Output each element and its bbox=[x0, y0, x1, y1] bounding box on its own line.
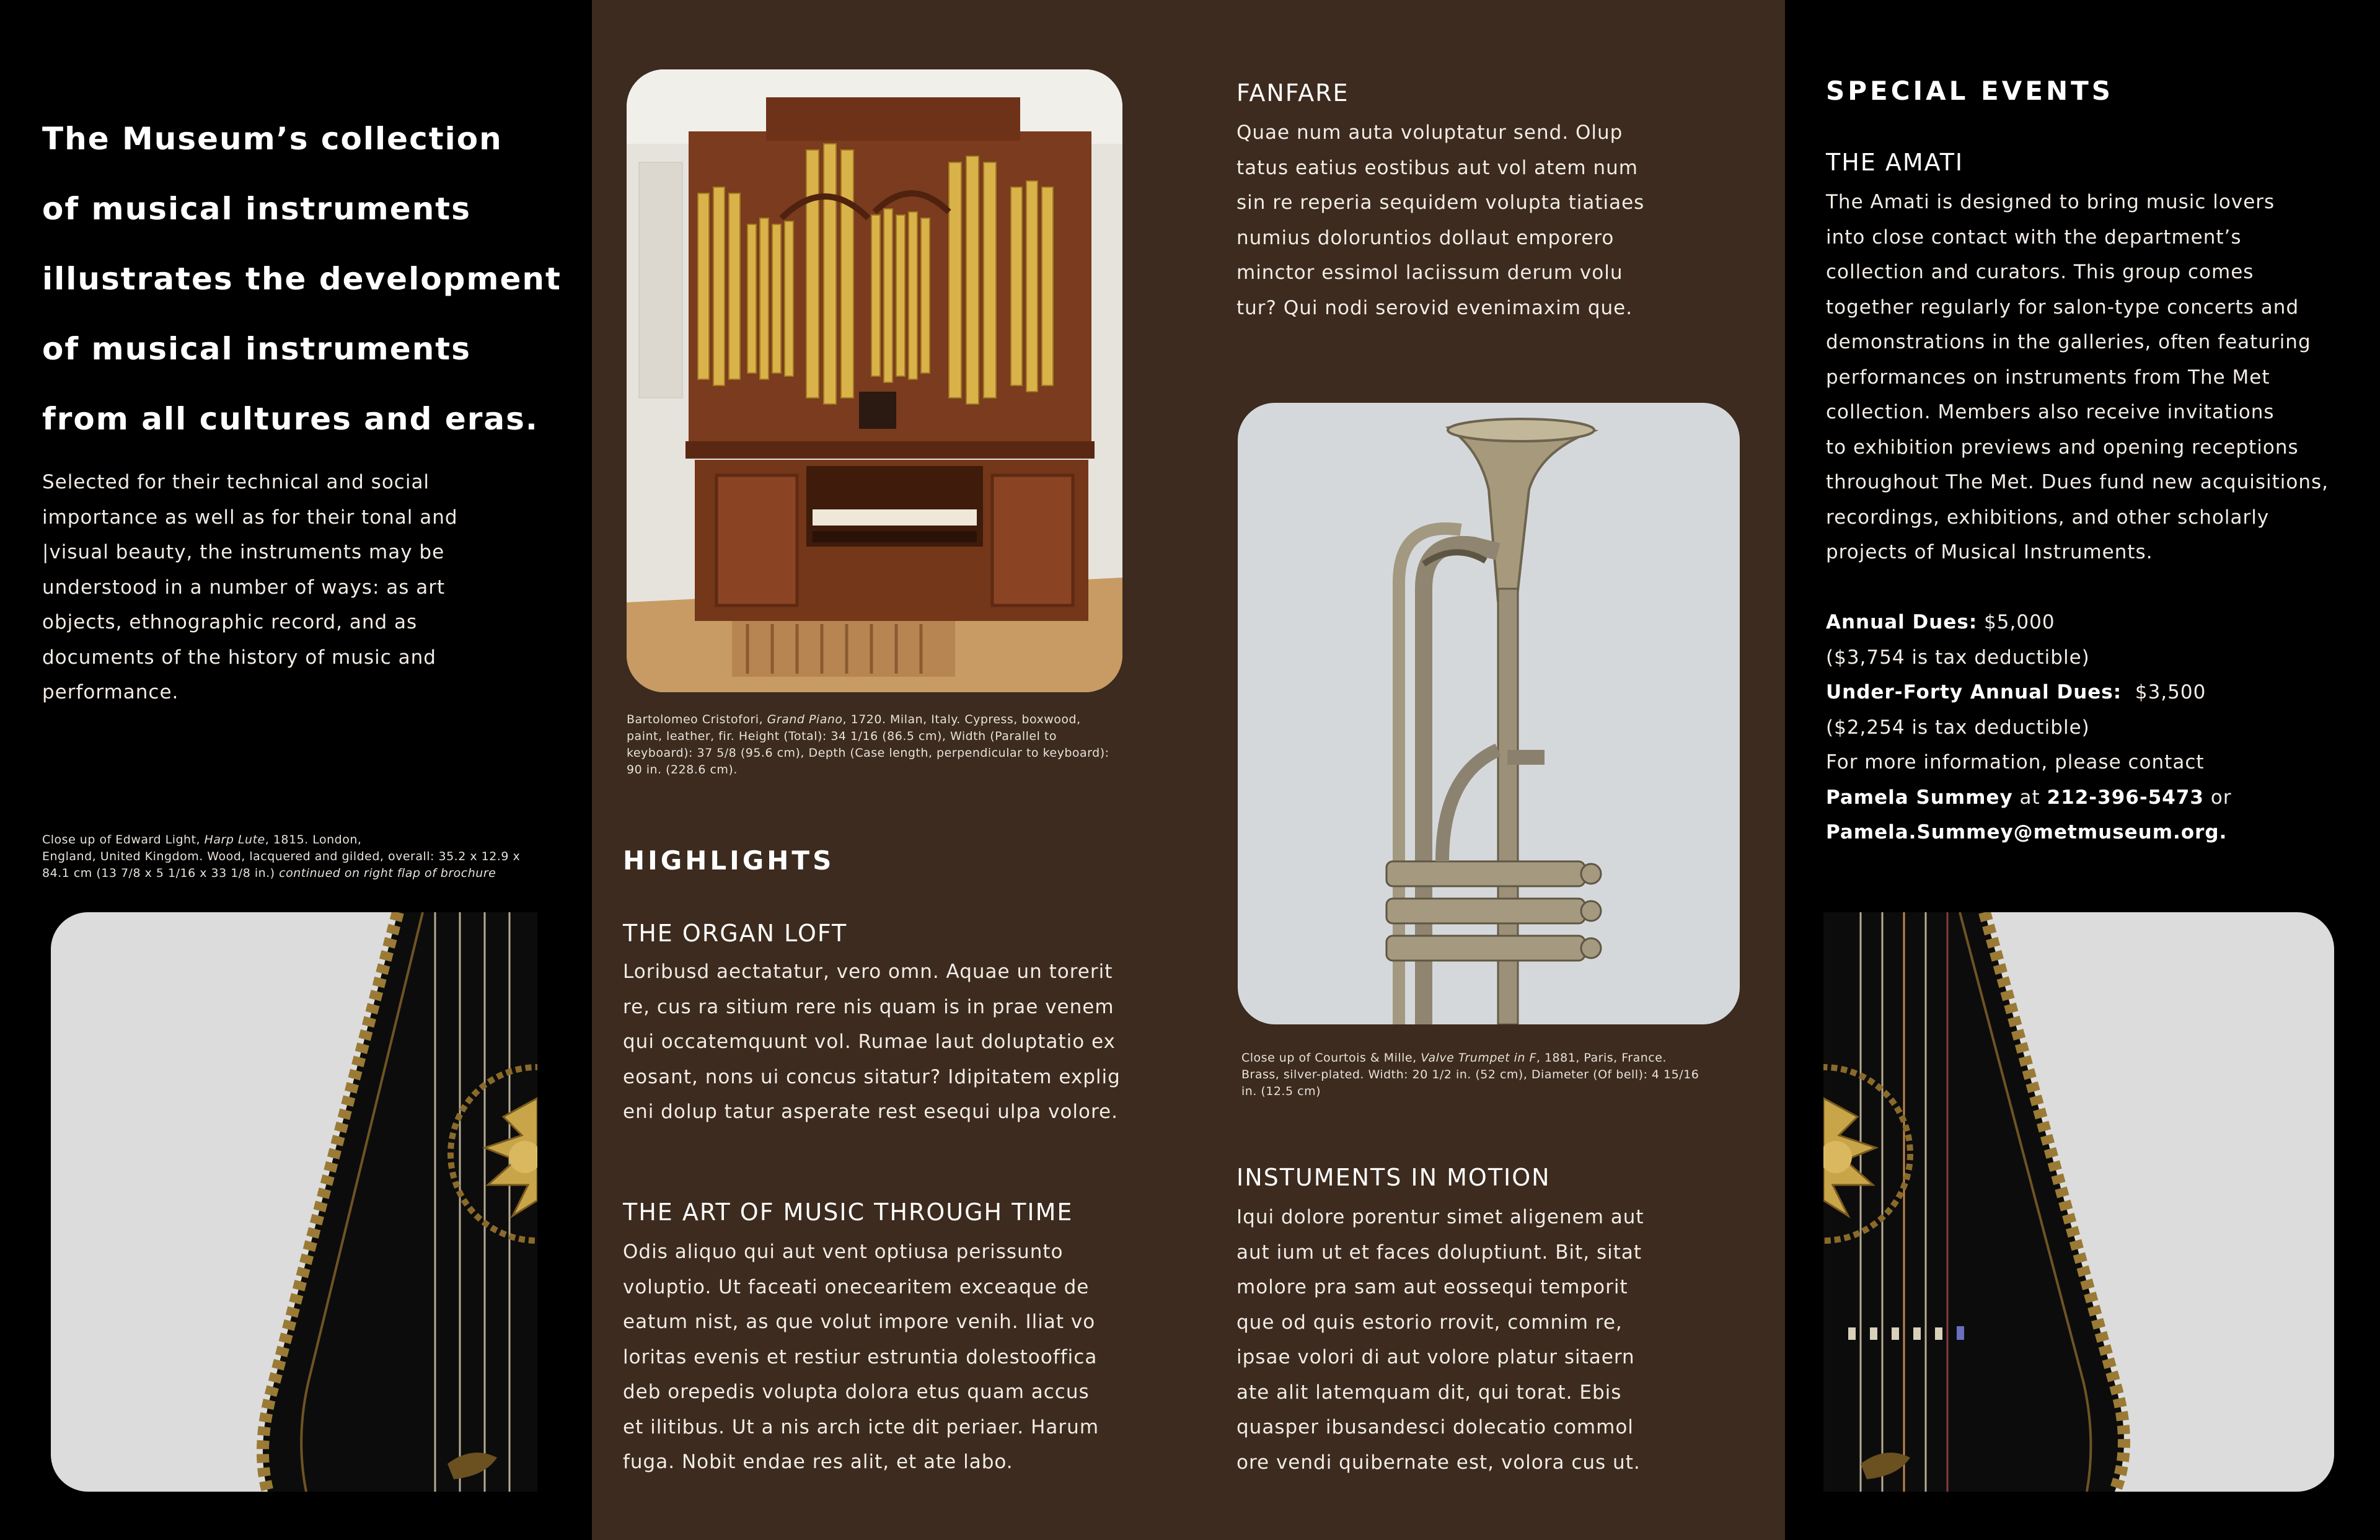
text-line: numius doloruntios dollaut emporero bbox=[1236, 226, 1615, 249]
text-line: collection and curators. This group comes bbox=[1826, 261, 2254, 283]
text-line: to exhibition previews and opening receptions bbox=[1826, 436, 2299, 459]
trumpet-illustration bbox=[1238, 403, 1740, 1024]
text-line: voluptio. Ut faceati onecearitem exceaque de bbox=[623, 1275, 1090, 1298]
organ-loft-text bbox=[623, 954, 1168, 1130]
text-line: deb orepedis volupta dolora etus quam accus bbox=[623, 1381, 1090, 1403]
text-line: together regularly for salon-type concerts and bbox=[1826, 296, 2299, 319]
intro-line: Selected for their technical and social bbox=[42, 471, 430, 493]
text-line: eosant, nons ui concus sitatur? Idipitatem explig bbox=[623, 1065, 1121, 1088]
caption-text: 84.1 cm (13 7/8 x 5 1/16 x 33 1/8 in.) bbox=[42, 866, 280, 880]
text-line: recordings, exhibitions, and other scholarly bbox=[1826, 506, 2270, 529]
text-line: tatus eatius eostibus aut vol atem num bbox=[1236, 156, 1638, 179]
caption-text: England, United Kingdom. Wood, lacquered and gilded, overall: 35.2 x 12.9 x bbox=[42, 850, 521, 863]
trumpet-caption bbox=[1241, 1050, 1768, 1100]
text-line: projects of Musical Instruments. bbox=[1826, 541, 2153, 563]
text-line: re, cus ra sitium rere nis quam is in prae venem bbox=[623, 995, 1114, 1018]
art-of-music-heading: THE ART OF MUSIC THROUGH TIME bbox=[623, 1199, 1073, 1226]
intro-line: performance. bbox=[42, 681, 179, 703]
harp-lute-illustration bbox=[1823, 912, 2334, 1492]
under-forty-value: $3,500 bbox=[2122, 681, 2206, 703]
text-line: fuga. Nobit endae res alit, et ate labo. bbox=[623, 1451, 1013, 1473]
headline-line: of musical instruments bbox=[42, 191, 471, 227]
caption-title: Valve Trumpet in F bbox=[1421, 1051, 1536, 1065]
text-line: ate alit latemquam dit, qui torat. Ebis bbox=[1236, 1381, 1622, 1404]
spacer bbox=[1826, 570, 2378, 605]
text-line: quasper ibusandesci dolecatio commol bbox=[1236, 1416, 1634, 1438]
text-line: loritas evenis et restiur estruntia dolestooffica bbox=[623, 1345, 1098, 1368]
annual-dues bbox=[1826, 605, 2378, 640]
under-forty-tax: ($2,254 is tax deductible) bbox=[1826, 716, 2090, 739]
caption-text: paint, leather, fir. Height (Total): 34 1/16 (86.5 cm), Width (Parallel to bbox=[627, 729, 1057, 743]
caption-text: Bartolomeo Cristofori, bbox=[627, 713, 767, 726]
intro-line: objects, ethnographic record, and as bbox=[42, 611, 418, 633]
caption-text: , 1815. London, bbox=[265, 833, 362, 847]
highlights-heading: HIGHLIGHTS bbox=[623, 845, 835, 876]
caption-text: Close up of Courtois & Mille, bbox=[1241, 1051, 1421, 1065]
text-line: Quae num auta voluptatur send. Olup bbox=[1236, 121, 1623, 144]
caption-text: keyboard): 37 5/8 (95.6 cm), Depth (Case length, perpendicular to keyboard): bbox=[627, 746, 1109, 760]
contact-or: or bbox=[2204, 786, 2232, 809]
contact-name: Pamela Summey bbox=[1826, 786, 2013, 809]
text-line: et ilitibus. Ut a nis arch icte dit periaer. Harum bbox=[623, 1415, 1100, 1438]
annual-dues-value: $5,000 bbox=[1977, 611, 2055, 633]
text-line: molore pra sam aut eossequi temporit bbox=[1236, 1276, 1628, 1298]
text-line: Odis aliquo qui aut vent optiusa perissunto bbox=[623, 1241, 1064, 1263]
in-motion-text bbox=[1236, 1200, 1770, 1480]
under-forty-label: Under-Forty Annual Dues: bbox=[1826, 681, 2122, 703]
text-line: throughout The Met. Dues fund new acquisitions, bbox=[1826, 471, 2329, 493]
text-line: demonstrations in the galleries, often featuring bbox=[1826, 331, 2311, 353]
organ-loft-heading: THE ORGAN LOFT bbox=[623, 920, 848, 947]
caption-title: Grand Piano bbox=[767, 713, 843, 726]
text-line: Loribusd aectatatur, vero omn. Aquae un torerit bbox=[623, 961, 1113, 983]
right-panel bbox=[1785, 0, 2380, 1540]
center-panel bbox=[592, 0, 1785, 1540]
left-panel bbox=[0, 0, 592, 1540]
text-line: Iqui dolore porentur simet aligenem aut bbox=[1236, 1206, 1644, 1228]
text-line: eni dolup tatur asperate rest esequi ulpa volore. bbox=[623, 1101, 1118, 1123]
harp-lute-photo-left bbox=[51, 912, 537, 1492]
intro-line: |visual beauty, the instruments may be bbox=[42, 541, 445, 563]
headline bbox=[42, 104, 575, 454]
headline-line: The Museum’s collection bbox=[42, 121, 503, 157]
caption-text: , 1881, Paris, France. bbox=[1536, 1051, 1667, 1065]
caption-text: 90 in. (228.6 cm). bbox=[627, 763, 738, 777]
caption-text: , 1720. Milan, Italy. Cypress, boxwood, bbox=[842, 713, 1081, 726]
caption-title: Harp Lute bbox=[204, 833, 265, 847]
intro-line: understood in a number of ways: as art bbox=[42, 576, 446, 599]
caption-text: Brass, silver-plated. Width: 20 1/2 in. (52 cm), Diameter (Of bell): 4 15/16 bbox=[1241, 1068, 1699, 1081]
under-forty-dues bbox=[1826, 675, 2378, 710]
headline-line: of musical instruments bbox=[42, 331, 471, 367]
text-line: collection. Members also receive invitations bbox=[1826, 401, 2275, 423]
contact-intro: For more information, please contact bbox=[1826, 751, 2205, 773]
text-line: into close contact with the department’s bbox=[1826, 226, 2242, 249]
text-line: ore vendi quibernate est, volora cus ut. bbox=[1236, 1451, 1641, 1474]
text-line: ipsae volori di aut volore platur sitaern bbox=[1236, 1346, 1635, 1368]
special-events-heading: SPECIAL EVENTS bbox=[1826, 76, 2113, 106]
fanfare-text bbox=[1236, 115, 1770, 325]
contact-at: at bbox=[2012, 786, 2047, 809]
text-line: tur? Qui nodi serovid evenimaxim que. bbox=[1236, 296, 1633, 319]
headline-line: from all cultures and eras. bbox=[42, 401, 539, 437]
amati-heading: THE AMATI bbox=[1826, 149, 1964, 176]
in-motion-heading: INSTUMENTS IN MOTION bbox=[1236, 1164, 1551, 1191]
headline-line: illustrates the development bbox=[42, 261, 562, 297]
text-line: The Amati is designed to bring music lovers bbox=[1826, 191, 2275, 213]
caption-text: Close up of Edward Light, bbox=[42, 833, 205, 847]
intro-paragraph bbox=[42, 465, 575, 710]
text-line: performances on instruments from The Met bbox=[1826, 366, 2270, 389]
organ-illustration bbox=[627, 69, 1122, 692]
caption-text: in. (12.5 cm) bbox=[1241, 1085, 1321, 1098]
text-line: eatum nist, as que volut impore venih. Iliat vo bbox=[623, 1311, 1096, 1333]
contact-phone[interactable]: 212-396-5473 bbox=[2047, 786, 2204, 809]
annual-dues-tax: ($3,754 is tax deductible) bbox=[1826, 646, 2090, 669]
caption-continued: continued on right flap of brochure bbox=[279, 866, 496, 880]
organ-photo bbox=[627, 69, 1122, 692]
text-line: minctor essimol laciissum derum volu bbox=[1236, 262, 1623, 284]
contact-line bbox=[1826, 780, 2378, 816]
annual-dues-label: Annual Dues: bbox=[1826, 611, 1978, 633]
harp-lute-photo-right bbox=[1823, 912, 2334, 1492]
text-line: que od quis estorio rrovit, comnim re, bbox=[1236, 1311, 1623, 1334]
amati-text bbox=[1826, 185, 2378, 850]
harp-lute-caption bbox=[42, 832, 588, 882]
contact-email[interactable]: Pamela.Summey@metmuseum.org. bbox=[1826, 821, 2228, 843]
text-line: qui occatemquunt vol. Rumae laut doluptatio ex bbox=[623, 1031, 1116, 1053]
text-line: sin re reperia sequidem volupta tiatiaes bbox=[1236, 191, 1645, 214]
trumpet-photo bbox=[1238, 403, 1740, 1024]
art-of-music-text bbox=[623, 1234, 1168, 1480]
text-line: aut ium ut et faces doluptiunt. Bit, sitat bbox=[1236, 1241, 1642, 1264]
organ-caption bbox=[627, 711, 1172, 778]
harp-lute-illustration bbox=[51, 912, 537, 1492]
intro-line: importance as well as for their tonal and bbox=[42, 506, 458, 529]
intro-line: documents of the history of music and bbox=[42, 646, 436, 669]
fanfare-heading: FANFARE bbox=[1236, 79, 1349, 107]
